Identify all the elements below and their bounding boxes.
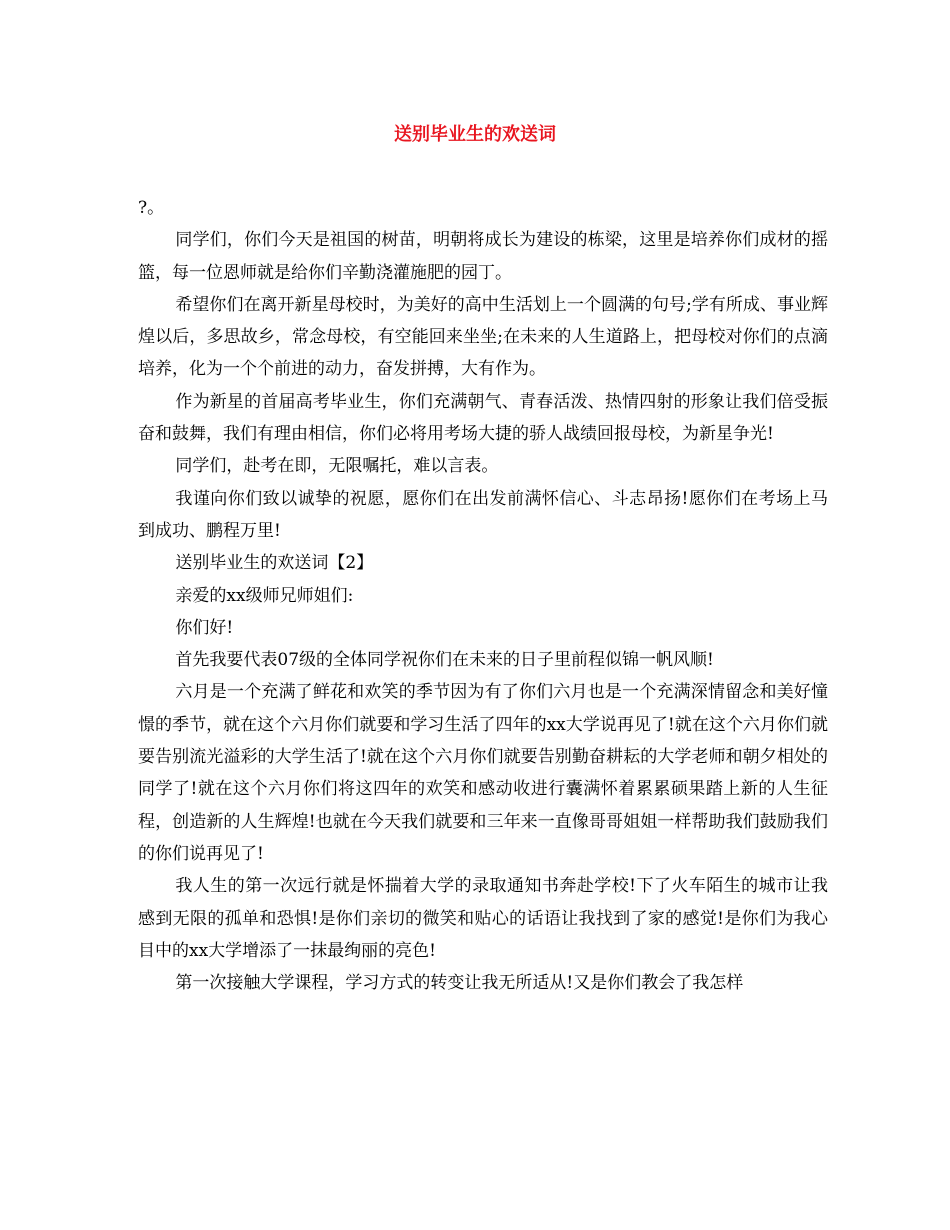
paragraph: 六月是一个充满了鲜花和欢笑的季节因为有了你们六月也是一个充满深情留念和美好憧憬的季节，就在这个六月你们就要和学习生活了四年的xx大学说再见了!就在这个六月你们就要告别流光溢彩的大学生活了!就在这个六月你们就要告别勤奋耕耘的大学老师和朝夕相处的同学了!就在这个六月你们将这四年的欢笑和感动收进行囊满怀着累累硕果踏上新的人生征程，创造新的人生辉煌!也就在今天我们就要和三年来一直像哥哥姐姐一样帮助我们鼓励我们的你们说再见了! [138, 682, 828, 864]
document-title: 送别毕业生的欢送词 [394, 124, 556, 145]
paragraph: 作为新星的首届高考毕业生，你们充满朝气、青春活泼、热情四射的形象让我们倍受振奋和鼓舞，我们有理由相信，你们必将用考场大捷的骄人战绩回报母校，为新星争光! [138, 391, 828, 445]
section-heading: 送别毕业生的欢送词【2】 [175, 553, 374, 574]
paragraph: 我谨向你们致以诚挚的祝愿，愿你们在出发前满怀信心、斗志昂扬!愿你们在考场上马到成功、鹏程万里! [138, 488, 828, 541]
paragraph: 希望你们在离开新星母校时，为美好的高中生活划上一个圆满的句号;学有所成、事业辉煌以后，多思故乡，常念母校，有空能回来坐坐;在未来的人生道路上，把母校对你们的点滴培养，化为一个个前进的动力，奋发拼搏，大有作为。 [138, 294, 828, 380]
document-body [138, 192, 828, 999]
paragraph: 同学们，你们今天是祖国的树苗，明朝将成长为建设的栋梁，这里是培养你们成材的摇篮，每一位恩师就是给你们辛勤浇灌施肥的园丁。 [138, 230, 828, 283]
salutation: 亲爱的xx级师兄师姐们: [175, 585, 354, 606]
greeting: 你们好! [175, 617, 234, 638]
paragraph-marker: ?。 [138, 198, 165, 218]
paragraph: 第一次接触大学课程，学习方式的转变让我无所适从!又是你们教会了我怎样 [175, 973, 744, 994]
paragraph: 首先我要代表07级的全体同学祝你们在未来的日子里前程似锦一帆风顺! [175, 650, 714, 671]
paragraph: 我人生的第一次远行就是怀揣着大学的录取通知书奔赴学校!下了火车陌生的城市让我感到无限的孤单和恐惧!是你们亲切的微笑和贴心的话语让我找到了家的感觉!是你们为我心目中的xx大学增添了一抹最绚丽的亮色! [138, 876, 828, 961]
paragraph: 同学们，赴考在即，无限嘱托，难以言表。 [175, 456, 499, 477]
